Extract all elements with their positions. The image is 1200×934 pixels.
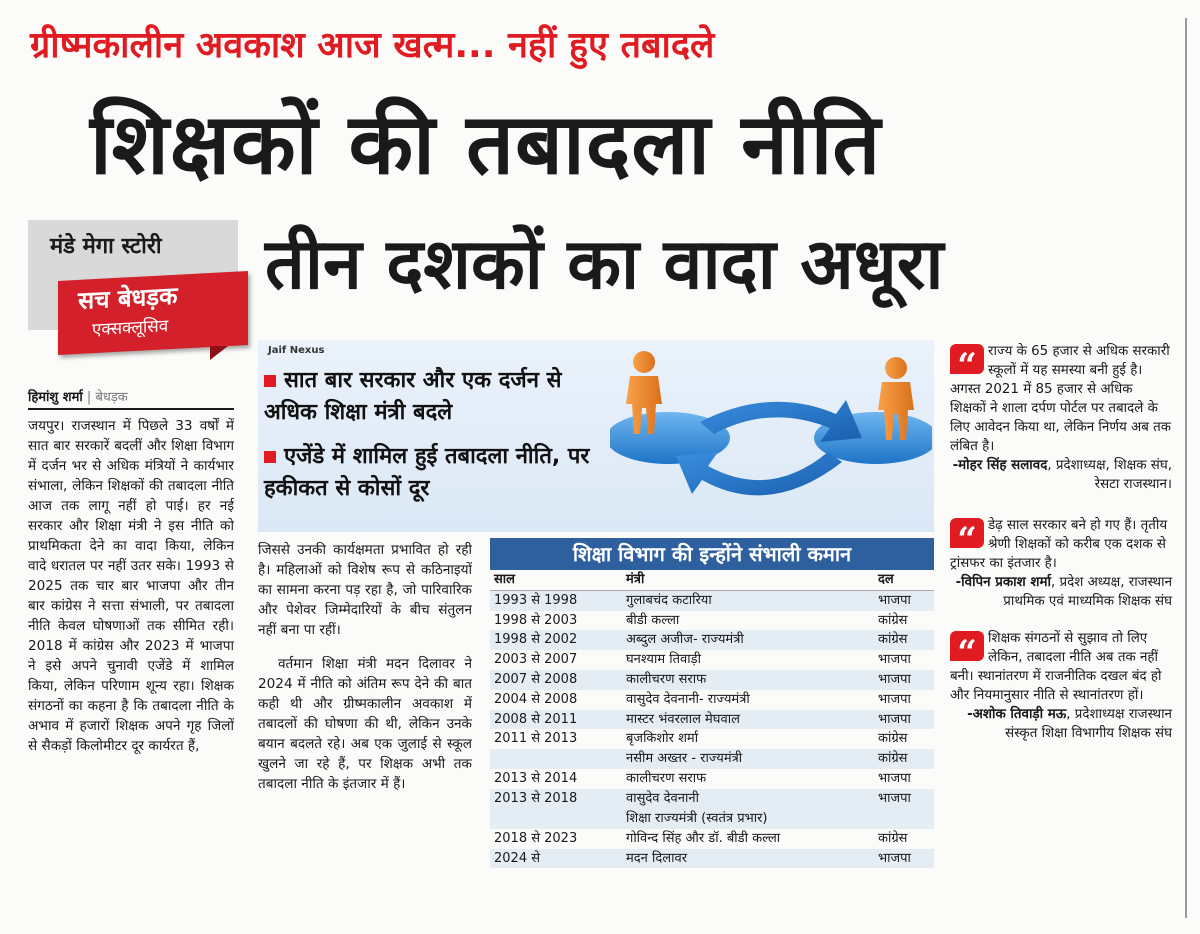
table-header-row (490, 570, 934, 591)
body-col2-paragraph-1: जिससे उनकी कार्यक्षमता प्रभावित हो रही है। महिलाओं को विशेष रूप से कठिनाइयों का सामना करना पड़ रहा है, जो पारिवारिक और पेशेवर जिम्मेदारियों के बीच संतुलन नहीं बना पा रहीं। (258, 542, 472, 638)
cell-party: भाजपा (878, 790, 911, 806)
bullet-square-icon (264, 375, 276, 387)
byline-separator: | (86, 390, 92, 405)
cell-minister-subtitle: शिक्षा राज्यमंत्री (स्वतंत्र प्रभार) (626, 810, 768, 826)
cell-year: 2007 से 2008 (494, 671, 578, 687)
quote-mark-icon: “ (950, 518, 984, 548)
cell-party: भाजपा (878, 652, 911, 668)
cell-party: कांग्रेस (878, 612, 908, 628)
cell-party: कांग्रेस (878, 731, 908, 747)
quote-block (950, 342, 1172, 494)
cell-party: कांग्रेस (878, 751, 908, 767)
cell-party: भाजपा (878, 691, 911, 707)
cell-year: 1998 से 2003 (494, 612, 578, 628)
body-column-1: जयपुर। राजस्थान में पिछले 33 वर्षों में सात बार सरकारें बदलीं और शिक्षा विभाग में दर्जन भर से अधिक मंत्रियों ने कार्यभार संभाला, लेकिन शिक्षकों की तबादला नीति आज तक लागू नहीं हो पाई। हर नई सरकार और शिक्षा मंत्री ने इस नीति को प्राथमिकता देने का वादा किया, लेकिन वादे धरातल पर नहीं उतर सके। 1993 से 2025 तक चार बार भाजपा और तीन बार कांग्रेस ने सत्ता संभाली, पर तबादला नीति केवल घोषणाओं तक सीमित रही। 2018 में कांग्रेस और 2023 में भाजपा ने इसे अपने चुनावी एजेंडे में शामिल किया, लेकिन परिणाम शून्य रहा। शिक्षक संगठनों का कहना है कि तबादला नीति के अभाव में हजारों शिक्षक अपने गृह जिलों से सैकड़ों किलोमीटर दूर कार्यरत हैं, (28, 418, 234, 754)
table-row (490, 690, 934, 710)
cell-year: 2004 से 2008 (494, 691, 578, 707)
table-row (490, 849, 934, 869)
graphic-bullet-1 (264, 365, 620, 429)
cell-year: 2003 से 2007 (494, 652, 578, 668)
cell-year: 2018 से 2023 (494, 830, 578, 846)
cell-minister: मास्टर भंवरलाल मेघवाल (626, 711, 740, 727)
cell-minister: अब्दुल अजीज- राज्यमंत्री (626, 632, 744, 648)
graphic-bullet-2-text: एजेंडे में शामिल हुई तबादला नीति, पर हकीकत से कोसों दूर (264, 444, 590, 501)
kicker-headline: ग्रीष्मकालीन अवकाश आज खत्म... नहीं हुए तबादले (30, 25, 715, 66)
quote-attribution (950, 705, 1172, 743)
table-row (490, 630, 934, 650)
body-column-2 (258, 540, 472, 920)
table-row (490, 729, 934, 749)
quotes-column (950, 342, 1172, 761)
cell-minister: कालीचरण सराफ (626, 770, 707, 786)
quote-mark-icon: “ (950, 344, 984, 374)
cell-year: 2013 से 2014 (494, 770, 578, 786)
quote-text: राज्य के 65 हजार से अधिक सरकारी स्कूलों में यह समस्या बनी हुई है। अगस्त 2021 में 85 हजार से अधिक शिक्षकों ने शाला दर्पण पोर्टल पर तबादले के लिए आवेदन किया था, लेकिन निर्णय अब तक लंबित है। (950, 344, 1172, 454)
quote-block (950, 516, 1172, 611)
badge-brand: सच बेधड़क (78, 281, 178, 315)
graphic-bullet-1-text: सात बार सरकार और एक दर्जन से अधिक शिक्षा मंत्री बदले (264, 368, 562, 425)
byline (28, 388, 234, 410)
cell-party: भाजपा (878, 770, 911, 786)
header-party: दल (878, 572, 894, 587)
graphic-source: Jaif Nexus (268, 345, 325, 356)
quote-mark-icon: “ (950, 631, 984, 661)
table-row (490, 769, 934, 789)
table-row (490, 829, 934, 849)
bullet-square-icon (264, 451, 276, 463)
byline-outlet: बेधड़क (95, 390, 128, 405)
quote-designation: , प्रदेशाध्यक्ष राजस्थान संस्कृत शिक्षा विभागीय शिक्षक संघ (1005, 707, 1172, 741)
body-col2-paragraph-2: वर्तमान शिक्षा मंत्री मदन दिलावर ने 2024 में नीति को अंतिम रूप देने की बात कही थी और ग्रीष्मकालीन अवकाश में तबादलों की घोषणा की थी, लेकिन उनके बयान बदलते रहे। अब एक जुलाई से स्कूल खुलने जा रहे हैं, पर शिक्षक अभी तक तबादला नीति के इंतजार में हैं। (258, 656, 472, 792)
cell-party: भाजपा (878, 850, 911, 866)
quote-author: -अशोक तिवाड़ी मऊ (967, 707, 1067, 722)
cell-party: कांग्रेस (878, 632, 908, 648)
cell-year: 2024 से (494, 850, 541, 866)
badge-series-label: मंडे मेगा स्टोरी (50, 234, 162, 259)
table-row (490, 749, 934, 769)
cell-year: 2013 से 2018 (494, 790, 578, 806)
cell-minister: नसीम अख्तर - राज्यमंत्री (626, 751, 743, 767)
main-headline-line1: शिक्षकों की तबादला नीति (90, 95, 882, 193)
cell-minister: कालीचरण सराफ (626, 671, 707, 687)
table-row (490, 650, 934, 670)
cell-minister: वासुदेव देवनानी- राज्यमंत्री (626, 691, 750, 707)
cell-year: 1998 से 2002 (494, 632, 578, 648)
quote-designation: , प्रदेशाध्यक्ष, शिक्षक संघ, रेसटा राजस्थान। (1047, 458, 1172, 492)
cell-minister: घनश्याम तिवाड़ी (626, 652, 701, 668)
table-row (490, 670, 934, 690)
cell-minister: गुलाबचंद कटारिया (626, 592, 712, 608)
quote-attribution (950, 573, 1172, 611)
ministers-table (490, 570, 934, 868)
graphic-bullet-2 (264, 441, 620, 505)
quote-text: डेढ़ साल सरकार बने हो गए हैं। तृतीय श्रेणी शिक्षकों को करीब एक दशक से ट्रांसफर का इंतजार है। (950, 518, 1168, 571)
main-headline-line2: तीन दशकों का वादा अधूरा (265, 223, 944, 305)
exclusive-badge (58, 271, 248, 355)
quote-author: -विपिन प्रकाश शर्मा (955, 575, 1051, 590)
quote-text: शिक्षक संगठनों से सुझाव तो लिए लेकिन, तबादला नीति अब तक नहीं बनी। स्थानांतरण में राजनीतिक दखल बंद हो और नियमानुसार नीति से स्थानांतरण हों। (950, 631, 1162, 703)
cell-party: भाजपा (878, 592, 911, 608)
badge-exclusive: एक्सक्लूसिव (92, 316, 169, 341)
cell-minister: बीडी कल्ला (626, 612, 680, 628)
header-minister: मंत्री (626, 572, 645, 587)
ministers-table-title: शिक्षा विभाग की इन्होंने संभाली कमान (490, 538, 934, 570)
table-row (490, 611, 934, 631)
cell-party: कांग्रेस (878, 830, 908, 846)
cell-minister: मदन दिलावर (626, 850, 688, 866)
cell-minister: गोविन्द सिंह और डॉ. बीडी कल्ला (626, 830, 781, 846)
table-row (490, 710, 934, 730)
swap-arrow-bottom-icon (676, 452, 842, 495)
transfer-illustration (610, 342, 932, 532)
quote-designation: , प्रदेश अध्यक्ष, राजस्थान प्राथमिक एवं माध्यमिक शिक्षक संघ (1003, 575, 1172, 609)
page-edge-rule (1185, 18, 1187, 918)
header-year: साल (494, 572, 515, 587)
quote-attribution (950, 456, 1172, 494)
cell-minister: वासुदेव देवनानी (626, 790, 699, 806)
cell-minister: बृजकिशोर शर्मा (626, 731, 699, 747)
cell-party: भाजपा (878, 711, 911, 727)
table-row (490, 789, 934, 829)
byline-author: हिमांशु शर्मा (28, 390, 83, 405)
table-row (490, 591, 934, 611)
quote-block (950, 629, 1172, 743)
quote-author: -मोहर सिंह सलावद (952, 458, 1048, 473)
cell-year: 1993 से 1998 (494, 592, 578, 608)
cell-year: 2008 से 2011 (494, 711, 578, 727)
cell-year: 2011 से 2013 (494, 731, 578, 747)
cell-party: भाजपा (878, 671, 911, 687)
badge-fold (210, 346, 228, 360)
